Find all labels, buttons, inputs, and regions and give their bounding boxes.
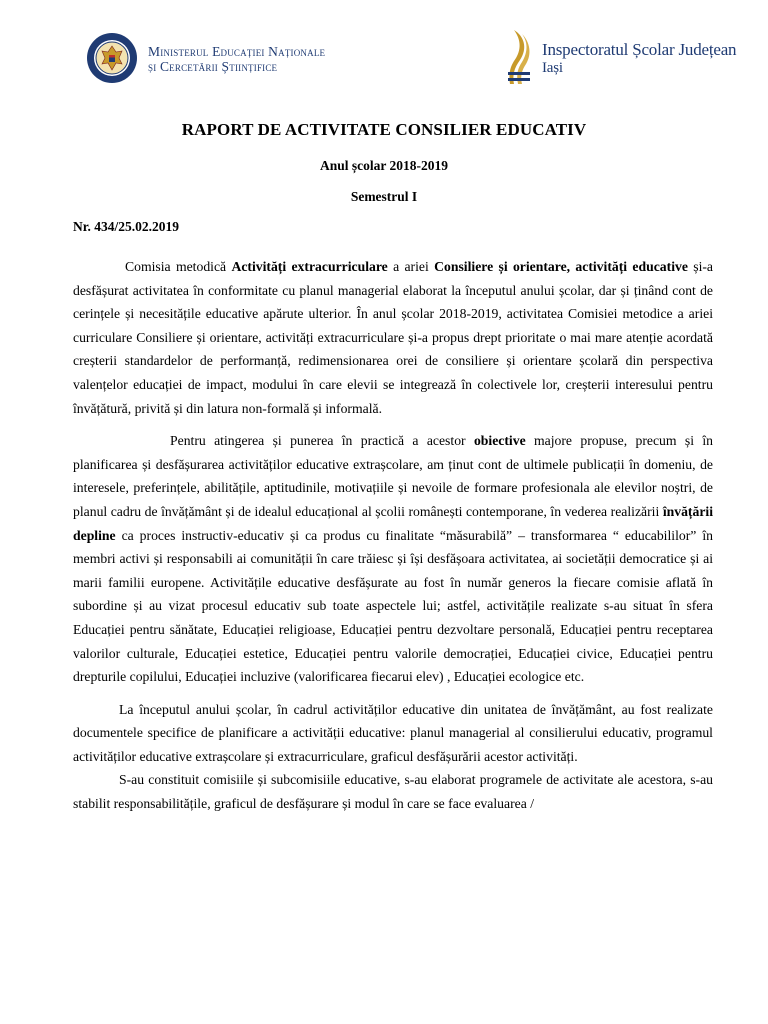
paragraph-4 bbox=[73, 768, 713, 815]
isj-logo bbox=[506, 26, 746, 90]
isj-name bbox=[542, 40, 736, 78]
isj-emblem-icon bbox=[506, 26, 534, 88]
document-header bbox=[0, 0, 768, 110]
document-title: RAPORT DE ACTIVITATE CONSILIER EDUCATIV bbox=[181, 120, 587, 139]
ministry-name-line1: Ministerul Educației Naționale bbox=[148, 44, 326, 59]
semester: Semestrul I bbox=[350, 189, 418, 204]
romania-government-seal-icon bbox=[86, 30, 138, 86]
p1-text-2: și-a desfășurat activitatea în conformitate cu planul managerial elaborat la începutul anului școlar, dar și ținând cont de cerințele și necesitățile educative apărute ulterior. În anul școlar 2018-2019, activitatea Comisiei metodice a ariei curriculare Consiliere și orientare, activități extracurriculare și-a propus drept prioritate o mai mare atenție acordată creșterii standardelor de performanță, redimensionarea orei de consiliere și orientare școlară din perspectiva valențelor educației de impact, modului în care elevii se integrează în colectivele lor, creșterii interesului pentru învățătură, privită și din latura non-formală și informală. bbox=[73, 259, 714, 416]
paragraph-2 bbox=[73, 429, 713, 689]
p1-text-1: a ariei bbox=[387, 259, 435, 274]
p2-bold-2: învățării depline bbox=[73, 503, 713, 543]
paragraph-1 bbox=[73, 255, 713, 420]
isj-name-line1: Inspectoratul Școlar Județean bbox=[542, 40, 737, 59]
p1-bold-1: Activități extracurriculare bbox=[231, 259, 388, 274]
p1-text-indent: Comisia metodică bbox=[125, 259, 232, 274]
ministry-logo bbox=[86, 30, 376, 92]
p2-text-2: majore propuse, precum și în planificarea și desfășurarea activităților educative extrașcolare, am ținut cont de ultimele publicații în domeniu, de interesele, preferințele, abilitățile, aptitudinile, motivațiile și nevoile de formare profesionala ale elevilor noștri, de planul cadru de învățământ și de idealul educațional al școlii românești contemporane, în vederea realizării bbox=[73, 433, 713, 519]
school-year: Anul școlar 2018-2019 bbox=[319, 158, 448, 173]
ministry-name bbox=[148, 44, 325, 74]
p4-text: S-au constituit comisiile și subcomisiile educative, s-au elaborat programele de activitate ale acestora, s-au stabilit responsabilitățile, graficul de desfășurare și modul în care se face evaluarea / bbox=[73, 772, 713, 812]
isj-name-line2: Iași bbox=[542, 60, 563, 76]
report-body bbox=[73, 255, 713, 816]
p1-bold-2: Consiliere și orientare, activități educative bbox=[434, 259, 688, 274]
document-number: Nr. 434/25.02.2019 bbox=[73, 219, 180, 234]
p2-text-1: Pentru atingerea și punerea în practică a acestor bbox=[170, 433, 474, 449]
paragraph-3 bbox=[73, 698, 713, 769]
p2-bold-1: obiective bbox=[473, 433, 526, 449]
p3-text: La începutul anului școlar, în cadrul activităților educative din unitatea de învățământ, au fost realizate documentele specifice de planificare a activității educative: planul managerial al consilierului educativ, programul activităților educative extrașcolare și extracurriculare, graficul desfășurării acestor activități. bbox=[73, 701, 713, 764]
ministry-name-line2: și Cercetării Științifice bbox=[148, 59, 278, 74]
p2-text-3: ca proces instructiv-educativ și ca produs cu finalitate “măsurabilă” – transformarea “ educabililor” în membri activi și responsabili ai comunității în care trăiesc și își desfășoara activitatea, ai societății democratice și ai marii familii europene. Activitățile educative desfășurate au fost în număr generos la fiecare comisie aflată în subordine și au vizat procesul educativ sub toate aspectele lui; astfel, activitățile realizate s-au situat în sfera Educației pentru sănătate, Educației religioase, Educației pentru dezvoltare personală, Educației pentru receptarea valorilor culturale, Educației estetice, Educației pentru valorile democrației, Educației civice, Educației pentru drepturile copilului, Educației incluzive (valorificarea fiecarui elev) , Educației ecologice etc. bbox=[73, 527, 713, 685]
